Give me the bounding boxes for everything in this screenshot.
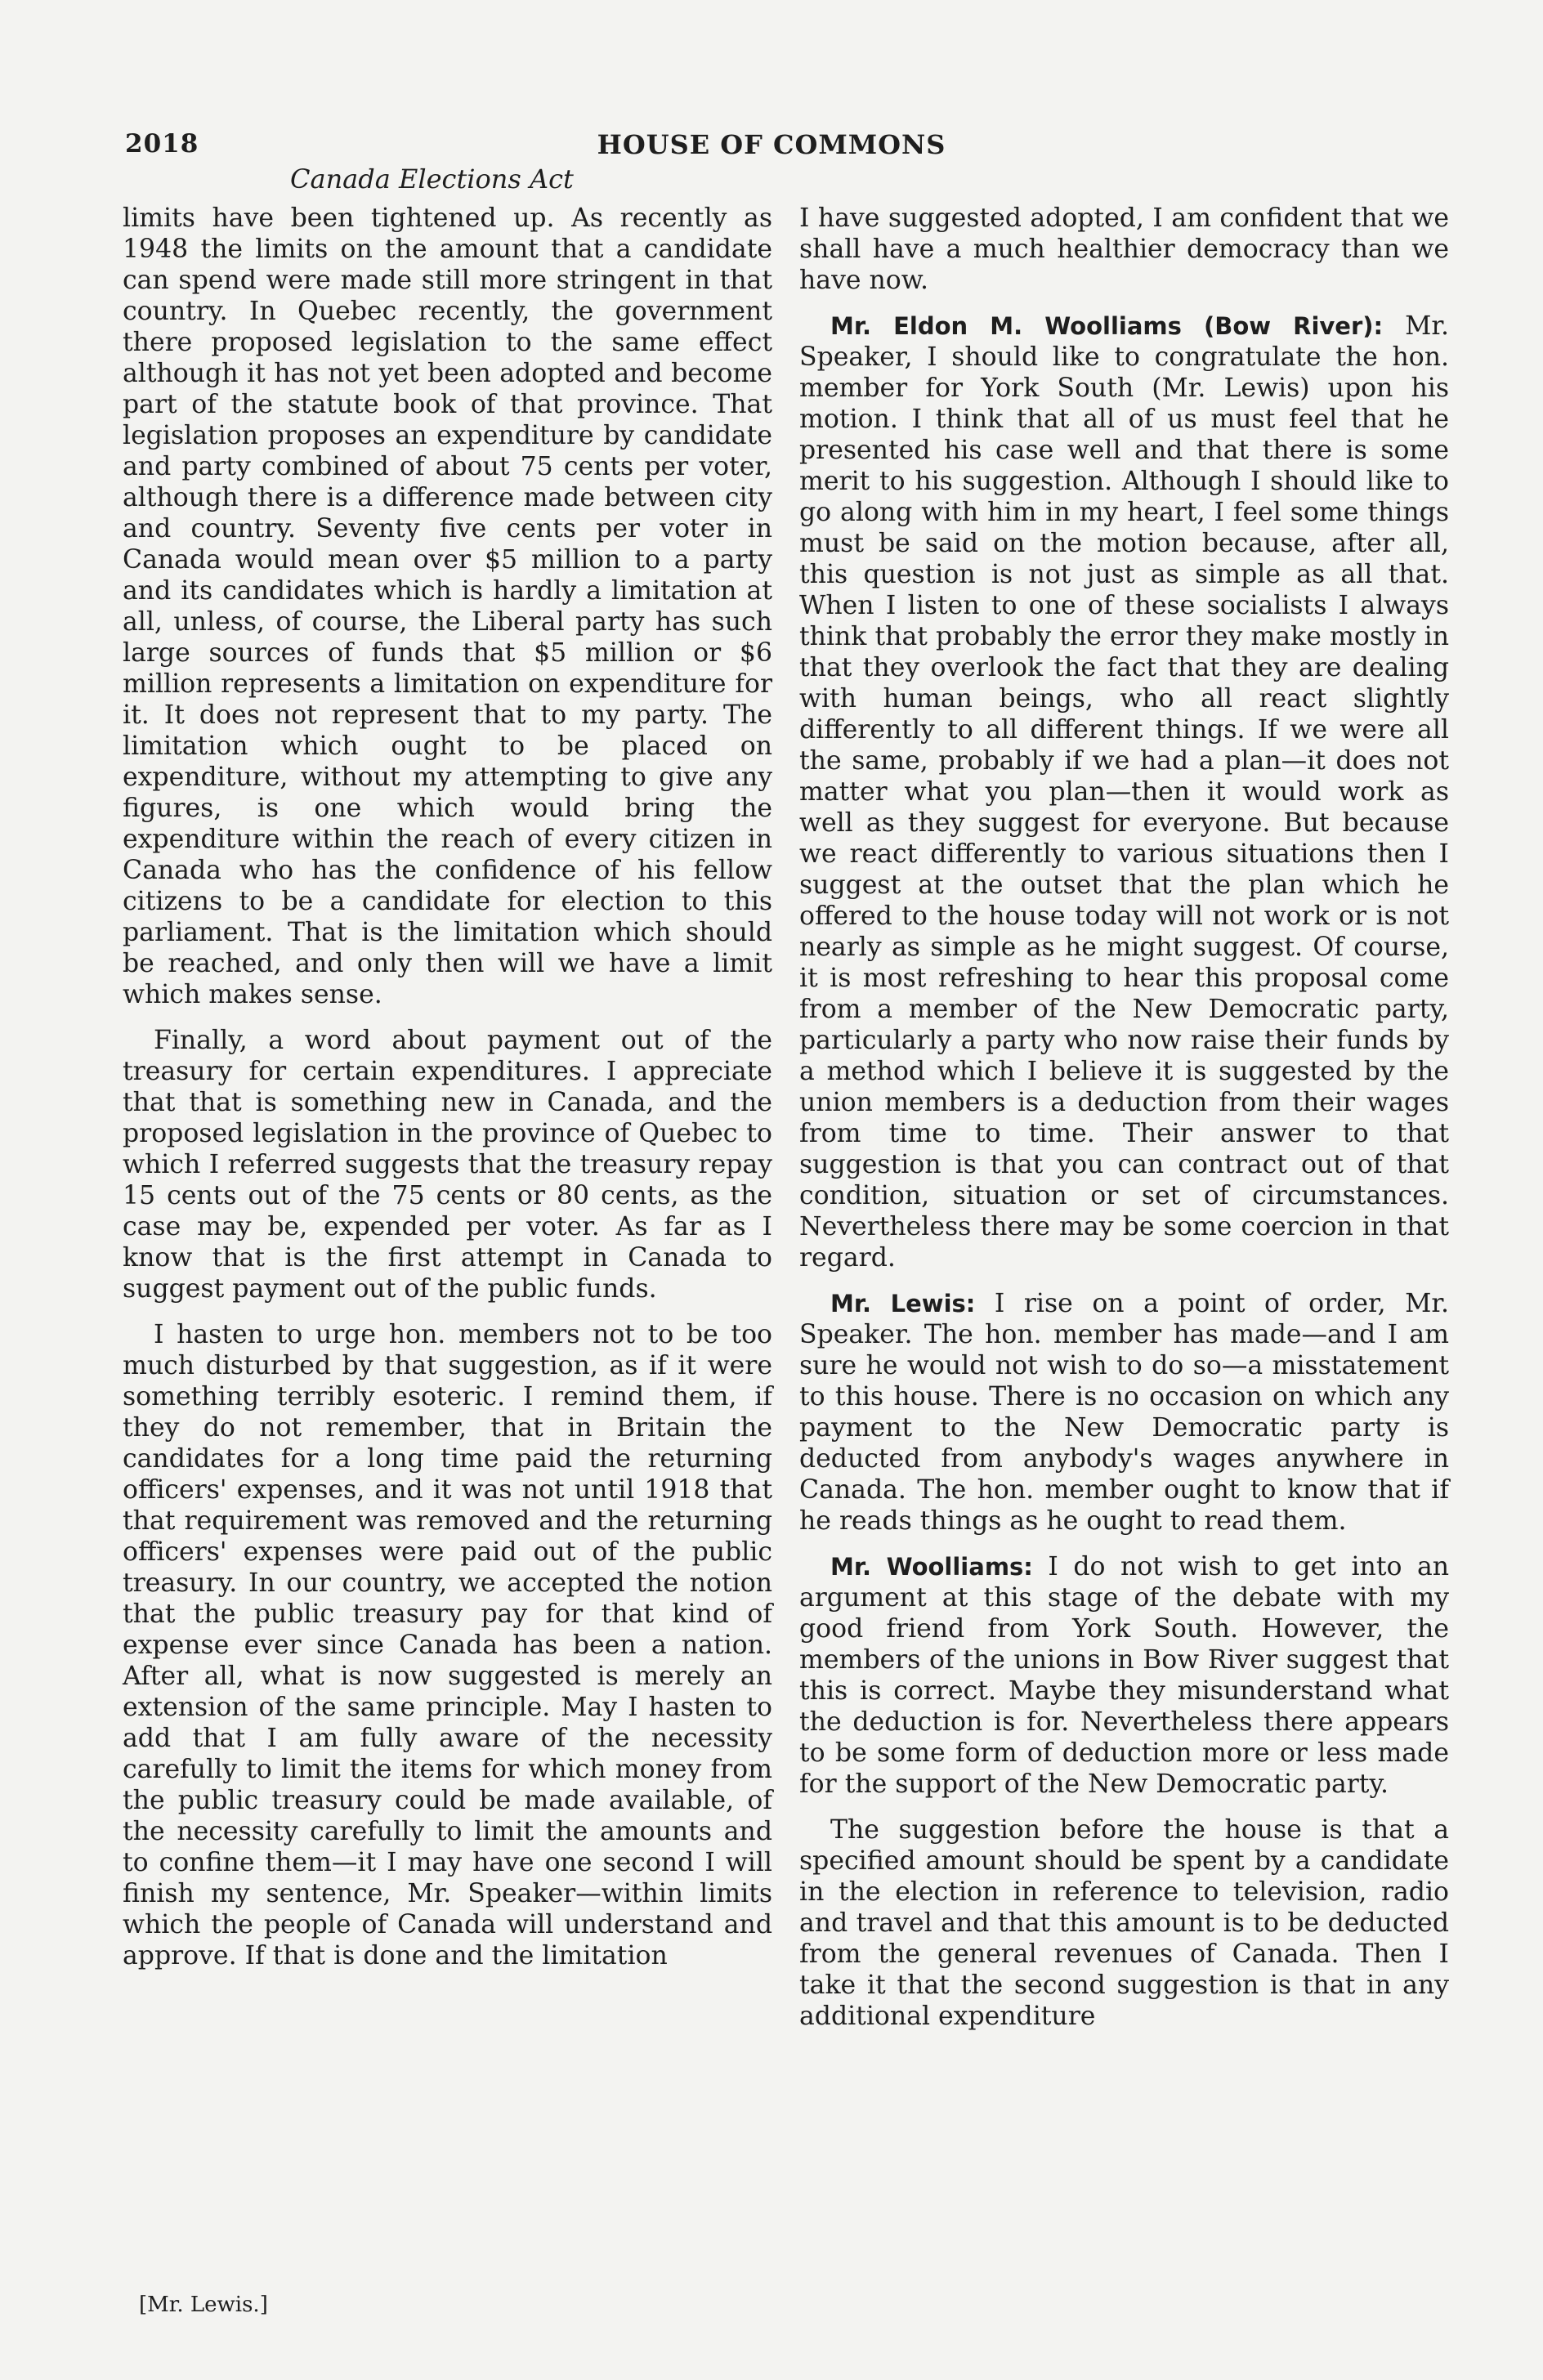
- paragraph: limits have been tightened up. As recently as 1948 the limits on the amount that a candidate can spend were made still more stringent in that country. In Quebec recently, the government there proposed legislation to the same effect although it has not yet been adopted and become part of the statute book of that province. That legislation proposes an expenditure by candidate and party combined of about 75 cents per voter, although there is a difference made between city and country. Seventy five cents per voter in Canada would mean over $5 million to a party and its candidates which is hardly a limitation at all, unless, of course, the Liberal party has such large sources of funds that $5 million or $6 million represents a limitation on expenditure for it. It does not represent that to my party. The limitation which ought to be placed on expenditure, without my attempting to give any figures, is one which would bring the expenditure within the reach of every citizen in Canada who has the confidence of his fellow citizens to be a candidate for election to this parliament. That is the limitation which should be reached, and only then will we have a limit which makes sense.: [123, 204, 772, 1009]
- speech-text: I do not wish to get into an argument at this stage of the debate with my good friend from York South. However, the members of the unions in Bow River suggest that this is correct. Maybe they misunderstand what the deduction is for. Nevertheless there appears to be some form of deduction more or less made for the support of the New Democratic party.: [799, 1552, 1450, 1799]
- footer-speaker-note: [Mr. Lewis.]: [139, 2293, 268, 2317]
- paragraph: Finally, a word about payment out of the treasury for certain expenditures. I appreciate that that is something new in Canada, and the proposed legislation in the province of Quebec to which I referred suggests that the treasury repay 15 cents out of the 75 cents or 80 cents, as the case may be, expended per voter. As far as I know that is the first attempt in Canada to suggest payment out of the public funds.: [123, 1026, 772, 1304]
- paragraph: [799, 203, 1449, 296]
- speech-paragraph: [799, 1288, 1449, 1537]
- section-title: Canada Elections Act: [290, 163, 574, 195]
- speech-paragraph: [799, 311, 1449, 1273]
- page-number: 2018: [125, 129, 199, 159]
- speech-paragraph: [799, 1551, 1449, 1800]
- paragraph-text: I have suggested adopted, I am confident that we shall have a much healthier democracy than we have now.: [799, 204, 1449, 295]
- speaker-name: Mr. Woolliams:: [830, 1553, 1033, 1581]
- paragraph-text: The suggestion before the house is that a specified amount should be spent by a candidate in the election in reference to television, radio and travel and that this amount is to be deducted from the general revenues of Canada. Then I take it that the second suggestion is that in any additional expenditure: [799, 1815, 1449, 2031]
- speaker-name: Mr. Eldon M. Woolliams (Bow River):: [830, 312, 1384, 340]
- paragraph: [799, 1814, 1449, 2032]
- speaker-name: Mr. Lewis:: [830, 1290, 976, 1318]
- left-column: [123, 203, 772, 1986]
- running-head: HOUSE OF COMMONS: [597, 129, 946, 160]
- right-column: [799, 203, 1449, 2047]
- speech-text: Mr. Speaker, I should like to congratulate the hon. member for York South (Mr. Lewis) upon his motion. I think that all of us must feel that he presented his case well and that there is some merit to his suggestion. Although I should like to go along with him in my heart, I feel some things must be said on the motion because, after all, this question is not just as simple as all that. When I listen to one of these socialists I always think that probably the error they make mostly in that they overlook the fact that they are dealing with human beings, who all react slightly differently to all different things. If we were all the same, probably if we had a plan—it does not matter what you plan—then it would work as well as they suggest for everyone. But because we react differently to various situations then I suggest at the outset that the plan which he offered to the house today will not work or is not nearly as simple as he might suggest. Of course, it is most refreshing to hear this proposal come from a member of the New Democratic party, particularly a party who now raise their funds by a method which I believe it is suggested by the union members is a deduction from their wages from time to time. Their answer to that suggestion is that you can contract out of that condition, situation or set of circumstances. Nevertheless there may be some coercion in that regard.: [799, 311, 1449, 1273]
- speech-text: I rise on a point of order, Mr. Speaker. The hon. member has made—and I am sure he would not wish to do so—a misstatement to this house. There is no occasion on which any payment to the New Democratic party is deducted from anybody's wages anywhere in Canada. The hon. member ought to know that if he reads things as he ought to read them.: [799, 1289, 1449, 1536]
- paragraph: I hasten to urge hon. members not to be too much disturbed by that suggestion, as if it were something terribly esoteric. I remind them, if they do not remember, that in Britain the candidates for a long time paid the returning officers' expenses, and it was not until 1918 that that requirement was removed and the returning officers' expenses were paid out of the public treasury. In our country, we accepted the notion that the public treasury pay for that kind of expense ever since Canada has been a nation. After all, what is now suggested is merely an extension of the same principle. May I hasten to add that I am fully aware of the necessity carefully to limit the items for which money from the public treasury could be made available, of the necessity carefully to limit the amounts and to confine them—it I may have one second I will finish my sentence, Mr. Speaker—within limits which the people of Canada will understand and approve. If that is done and the limitation: [123, 1320, 772, 1971]
